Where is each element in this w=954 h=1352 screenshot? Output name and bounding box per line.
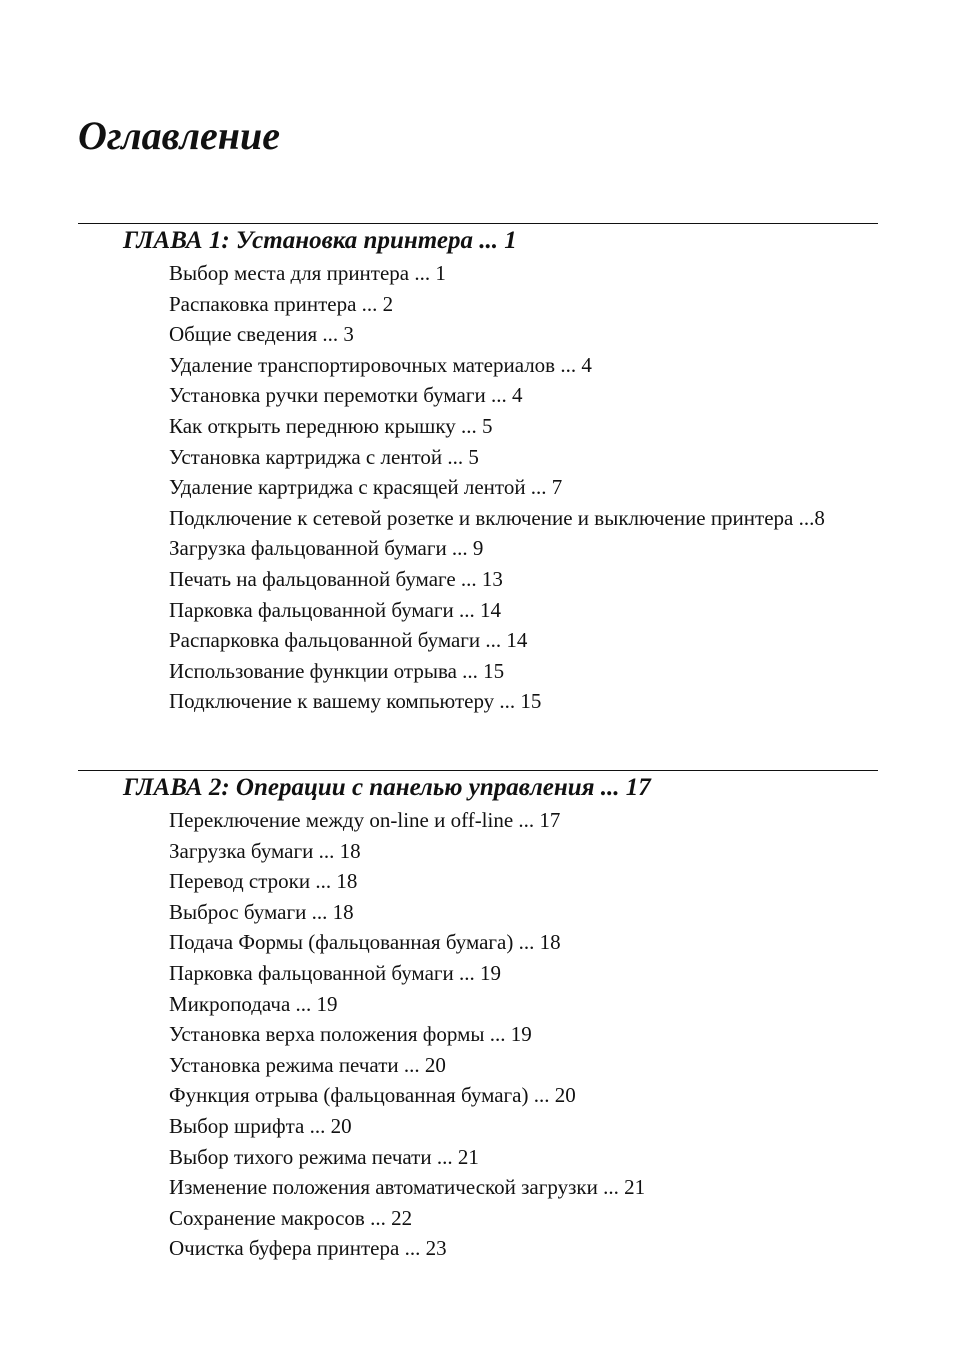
- toc-entry[interactable]: Печать на фальцованной бумаге ... 13: [169, 566, 503, 591]
- toc-entry[interactable]: Перевод строки ... 18: [169, 869, 358, 894]
- toc-entry[interactable]: Выбор места для принтера ... 1: [169, 261, 446, 285]
- toc-entry[interactable]: Парковка фальцованной бумаги ... 19: [169, 960, 502, 985]
- chapter-2-entry-list: [78, 805, 878, 1264]
- toc-entry[interactable]: Переключение между on-line и off-line ... 17: [169, 808, 561, 832]
- toc-entry[interactable]: Изменение положения автоматической загрузки ... 21: [169, 1175, 646, 1200]
- toc-entry[interactable]: Очистка буфера принтера ... 23: [169, 1236, 447, 1261]
- toc-entry[interactable]: Общие сведения ... 3: [169, 322, 354, 347]
- toc-entry[interactable]: Выбор тихого режима печати ... 21: [169, 1144, 479, 1169]
- toc-entry[interactable]: Выброс бумаги ... 18: [169, 899, 354, 924]
- chapter-1-entry-list: [78, 258, 878, 717]
- toc-entry[interactable]: Распаковка принтера ... 2: [169, 291, 394, 316]
- toc-entry[interactable]: Подача Формы (фальцованная бумага) ... 18: [169, 930, 561, 955]
- toc-entry[interactable]: Микроподача ... 19: [169, 991, 338, 1016]
- toc-entry[interactable]: Выбор шрифта ... 20: [169, 1113, 352, 1138]
- toc-entry[interactable]: Установка картриджа с лентой ... 5: [169, 444, 479, 469]
- toc-entry[interactable]: Удаление транспортировочных материалов ... 4: [169, 352, 592, 377]
- chapter-2-heading[interactable]: ГЛАВА 2: Операции с панелью управления ... 17: [123, 774, 651, 801]
- toc-entry[interactable]: Загрузка бумаги ... 18: [169, 838, 361, 863]
- toc-entry[interactable]: Установка верха положения формы ... 19: [169, 1022, 532, 1047]
- chapter-1-section: [78, 223, 878, 717]
- toc-entry[interactable]: Распарковка фальцованной бумаги ... 14: [169, 628, 528, 653]
- toc-entry[interactable]: Парковка фальцованной бумаги ... 14: [169, 597, 502, 622]
- toc-entry[interactable]: Установка режима печати ... 20: [169, 1052, 446, 1077]
- toc-entry[interactable]: Использование функции отрыва ... 15: [169, 658, 505, 683]
- toc-entry[interactable]: Установка ручки перемотки бумаги ... 4: [169, 383, 523, 408]
- toc-entry[interactable]: Подключение к сетевой розетке и включение и выключение принтера ...8: [169, 505, 825, 530]
- chapter-2-section: [78, 770, 878, 1264]
- toc-entry[interactable]: Загрузка фальцованной бумаги ... 9: [169, 536, 484, 561]
- toc-entry[interactable]: Как открыть переднюю крышку ... 5: [169, 413, 493, 438]
- chapter-1-heading[interactable]: ГЛАВА 1: Установка принтера ... 1: [123, 227, 517, 254]
- toc-entry[interactable]: Функция отрыва (фальцованная бумага) ... 20: [169, 1083, 576, 1108]
- toc-entry[interactable]: Сохранение макросов ... 22: [169, 1205, 413, 1230]
- toc-entry[interactable]: Подключение к вашему компьютеру ... 15: [169, 689, 542, 714]
- page-title: Оглавление: [78, 113, 281, 158]
- toc-entry[interactable]: Удаление картриджа с красящей лентой ... 7: [169, 475, 563, 500]
